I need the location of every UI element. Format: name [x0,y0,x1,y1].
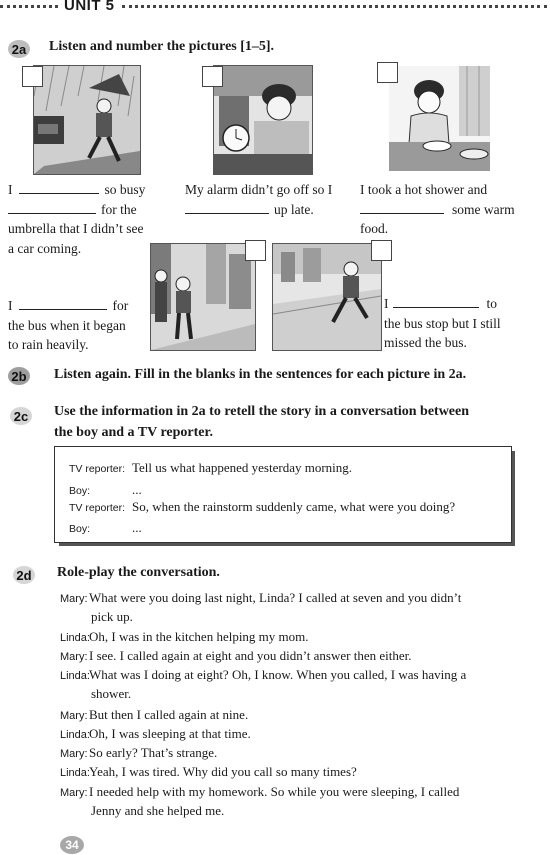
conversation-line: shower. [91,686,132,701]
caption-3: I took a hot shower and some warm food. [360,182,515,236]
badge-2b: 2b [8,367,30,385]
picture-4-waiting-bus [150,243,256,351]
number-box-4[interactable] [245,240,266,261]
page-number: 34 [60,836,84,854]
conversation-line: Jenny and she helped me. [91,803,225,818]
blank-1a[interactable] [19,181,99,194]
instruction-2c: Use the information in 2a to retell the story in a conversation between the boy and a TV reporter. [54,404,470,440]
dialogue-row: Boy: ... [69,482,142,497]
blank-4a[interactable] [19,297,107,310]
dialogue-row: TV reporter: Tell us what happened yesterday morning. [69,460,353,475]
instruction-2a: Listen and number the pictures [1–5]. [49,39,275,54]
conversation-line: Mary: But then I called again at nine. [60,707,249,722]
conversation-line: pick up. [91,609,133,624]
picture-1-rain-umbrella [33,65,141,175]
blank-2a[interactable] [185,201,269,214]
picture-5-running-bus-stop [272,243,382,351]
conversation-line: Linda:Oh, I was in the kitchen helping my mom. [60,629,309,644]
dialogue-row: TV reporter: So, when the rainstorm suddenly came, what were you doing? [69,499,456,514]
instruction-2b: Listen again. Fill in the blanks in the sentences for each picture in 2a. [54,367,467,382]
conversation-line: Mary: I needed help with my homework. So while you were sleeping, I called [60,784,460,799]
caption-4: I for the bus when it began to rain heavily. [8,298,129,352]
caption-1: I so busy for the umbrella that I didn’t see a car coming. [8,182,146,256]
picture-3-warm-food [388,65,491,172]
conversation-line: Linda:Yeah, I was tired. Why did you call so many times? [60,764,357,779]
instruction-2d: Role-play the conversation. [57,565,220,580]
picture-2-alarm-clock [213,65,313,175]
conversation-line: Mary: What were you doing last night, Linda? I called at seven and you didn’t [60,590,462,605]
dialogue-row: Boy: ... [69,520,142,535]
badge-2a: 2a [8,40,30,58]
dialogue-box-2c [54,446,512,543]
number-box-2[interactable] [202,66,223,87]
badge-2d: 2d [13,566,35,584]
blank-5a[interactable] [393,295,479,308]
badge-2c: 2c [10,407,32,425]
caption-5: I to the bus stop but I still missed the bus. [384,296,501,350]
conversation-line: Mary: So early? That’s strange. [60,745,218,760]
unit-title: UNIT 5 [64,0,115,14]
number-box-5[interactable] [371,240,392,261]
header-dots-left [0,5,58,8]
number-box-1[interactable] [22,66,43,87]
conversation-line: Mary: I see. I called again at eight and you didn’t answer then either. [60,648,412,663]
blank-3a[interactable] [360,201,444,214]
caption-2: My alarm didn’t go off so I up late. [185,182,333,217]
conversation-line: Linda:What was I doing at eight? Oh, I know. When you called, I was having a [60,667,467,682]
conversation-line: Linda:Oh, I was sleeping at that time. [60,726,251,741]
blank-1b[interactable] [8,201,96,214]
header-dots-right [122,5,547,8]
number-box-3[interactable] [377,62,398,83]
